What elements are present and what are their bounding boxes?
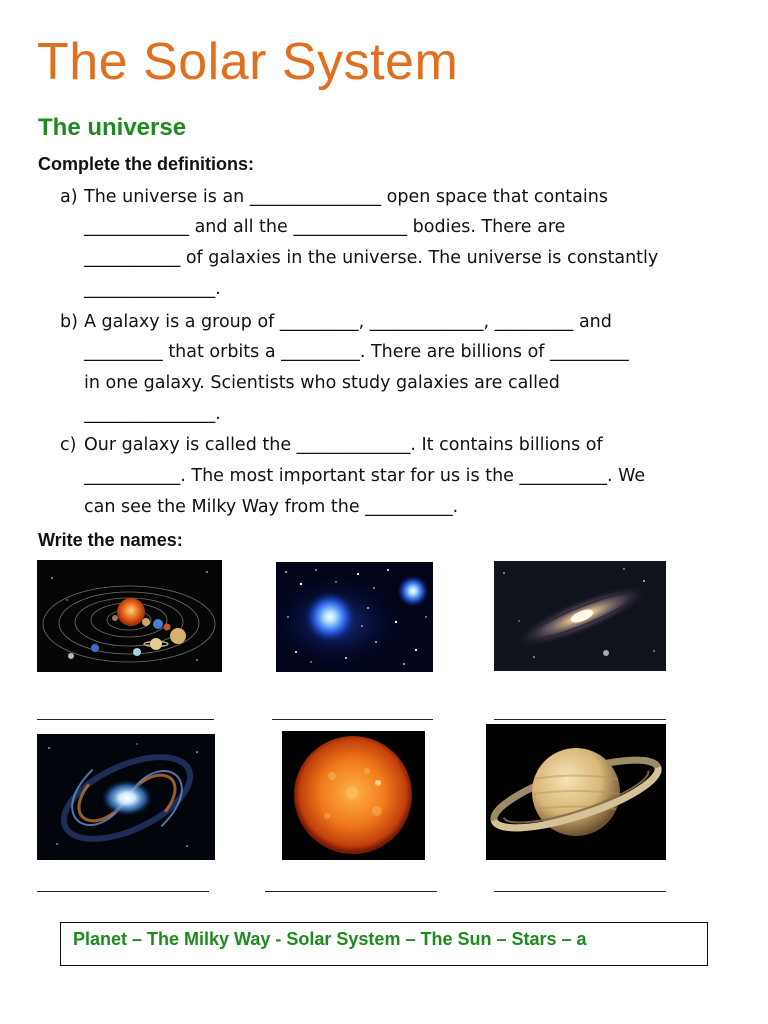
solar-system-icon xyxy=(37,560,222,672)
instruction-names: Write the names: xyxy=(38,530,183,550)
definition-b-line-3: in one galaxy. Scientists who study galaxies are called xyxy=(84,373,560,393)
definition-a-line-3: ___________ of galaxies in the universe. The universe is constantly xyxy=(84,248,659,268)
definition-c-line-1: Our galaxy is called the _____________. It contains billions of xyxy=(84,435,603,455)
sun-icon xyxy=(282,731,425,860)
answer-line-1[interactable] xyxy=(37,719,214,720)
section-heading: The universe xyxy=(38,114,187,141)
definition-b-line-4: _______________. xyxy=(84,404,221,424)
definition-a-marker: a) xyxy=(60,187,78,207)
definition-c-line-2: ___________. The most important star for us is the __________. We xyxy=(84,466,646,486)
definition-b-marker: b) xyxy=(60,312,78,332)
milky-way-spiral-icon xyxy=(37,734,215,860)
answer-line-5[interactable] xyxy=(265,891,437,892)
definition-b-line-2: _________ that orbits a _________. There are billions of _________ xyxy=(84,342,629,362)
definition-c-line-3: can see the Milky Way from the __________. xyxy=(84,497,459,517)
answer-line-2[interactable] xyxy=(272,719,433,720)
stars-icon xyxy=(276,562,433,672)
page-title: The Solar System xyxy=(37,33,459,91)
definition-b-line-1: A galaxy is a group of _________, _____________, _________ and xyxy=(84,312,612,332)
word-bank: Planet – The Milky Way - Solar System – The Sun – Stars – a xyxy=(73,929,587,949)
definition-a-line-1: The universe is an _______________ open space that contains xyxy=(84,187,608,207)
answer-line-6[interactable] xyxy=(494,891,666,892)
definition-a-line-2: ____________ and all the _____________ bodies. There are xyxy=(84,217,566,237)
instruction-definitions: Complete the definitions: xyxy=(38,154,254,174)
answer-line-3[interactable] xyxy=(494,719,666,720)
answer-line-4[interactable] xyxy=(37,891,209,892)
definition-a-line-4: _______________. xyxy=(84,279,221,299)
word-bank-box xyxy=(60,922,708,966)
definition-c-marker: c) xyxy=(60,435,77,455)
galaxy-icon xyxy=(494,561,666,671)
planet-saturn-icon xyxy=(486,724,666,860)
